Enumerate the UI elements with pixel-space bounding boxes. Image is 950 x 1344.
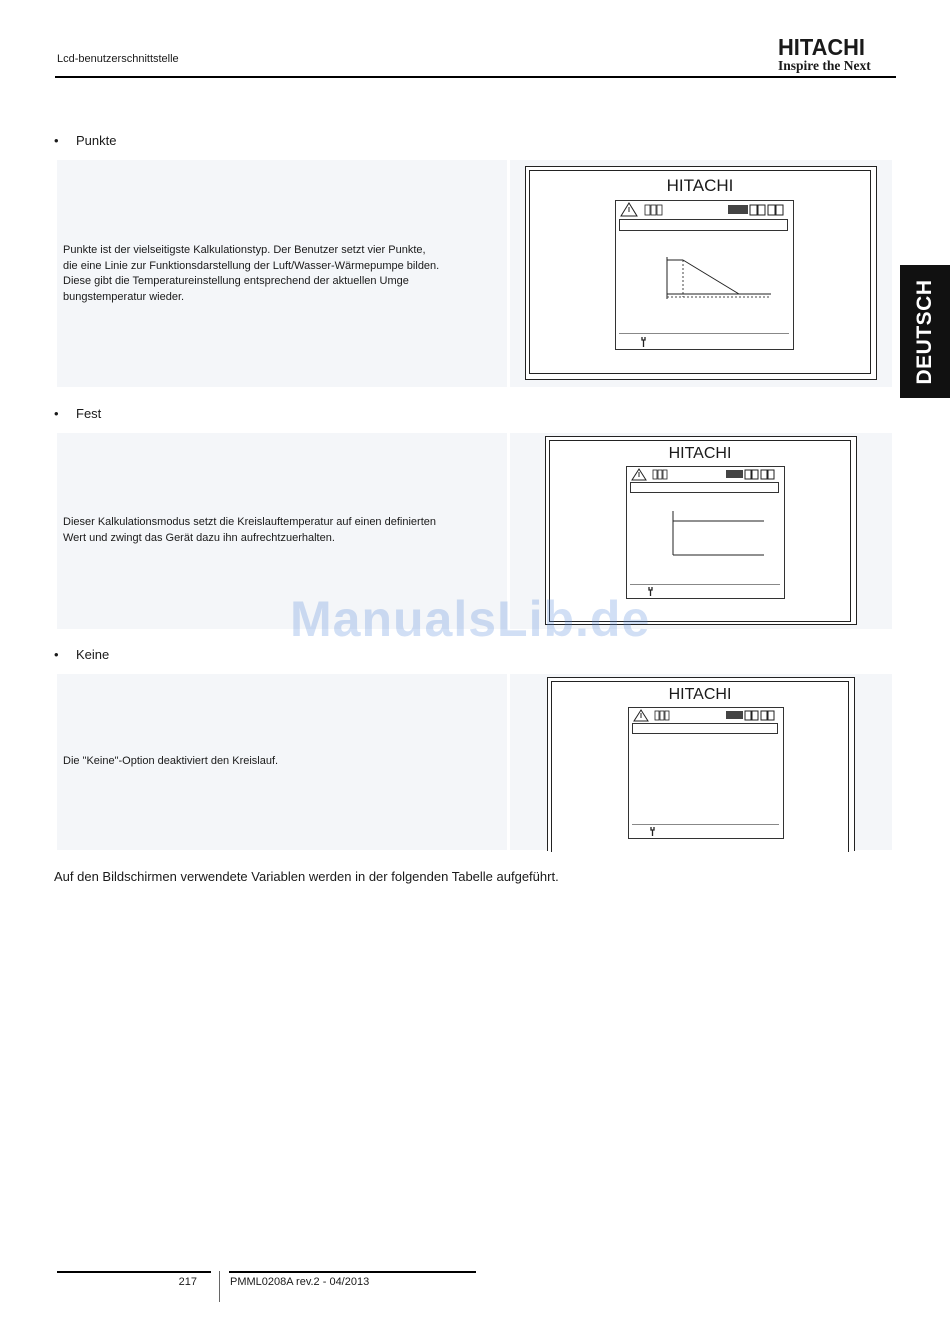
language-tab-label: DEUTSCH xyxy=(913,278,936,385)
illustration-panel xyxy=(510,674,892,850)
controller-outer-frame xyxy=(547,677,855,851)
lcd-input-field xyxy=(630,482,779,493)
description-line: Diese gibt die Temperatureinstellung entsprechend der aktuellen Umge xyxy=(63,275,409,287)
description-line: Die "Keine"-Option deaktiviert den Kreislauf. xyxy=(63,755,279,767)
warning-triangle-icon xyxy=(621,203,637,216)
description-line: Punkte ist der vielseitigste Kalkulationstyp. Der Benutzer setzt vier Punkte, xyxy=(63,244,426,256)
document-reference: PMML0208A rev.2 - 04/2013 xyxy=(230,1276,370,1288)
lcd-divider xyxy=(632,824,779,825)
bullet-icon: • xyxy=(54,406,59,421)
lcd-divider xyxy=(630,584,780,585)
controller-inner-frame xyxy=(551,681,849,852)
page-number: 217 xyxy=(178,1276,197,1288)
description-panel xyxy=(57,674,507,850)
illustration-panel xyxy=(510,160,892,387)
status-bar xyxy=(620,202,790,218)
description-text xyxy=(63,515,436,546)
description-panel xyxy=(57,160,507,387)
lcd-divider xyxy=(619,333,789,334)
section-heading-text: Keine xyxy=(76,647,110,662)
logo-tagline: Inspire the Next xyxy=(778,58,871,73)
description-line: die eine Linie zur Funktionsdarstellung der Luft/Wasser-Wärmepumpe bilden. xyxy=(63,259,440,272)
lcd-screen xyxy=(628,707,784,839)
lcd-screen xyxy=(626,466,785,599)
description-text xyxy=(63,243,439,305)
footer-divider xyxy=(219,1271,220,1302)
warning-triangle-icon xyxy=(632,469,646,480)
status-bar xyxy=(631,468,781,482)
bullet-icon: • xyxy=(54,133,59,148)
wrench-icon xyxy=(640,336,650,348)
warning-triangle-icon xyxy=(634,710,648,721)
header-rule xyxy=(55,76,896,78)
controller-brand: HITACHI xyxy=(668,686,732,703)
fixed-value-graph xyxy=(667,507,767,562)
lcd-input-field xyxy=(619,219,788,231)
bullet-icon: • xyxy=(54,647,59,662)
closing-paragraph: Auf den Bildschirmen verwendete Variablen werden in der folgenden Tabelle aufgeführt. xyxy=(54,869,559,884)
controller-brand: HITACHI xyxy=(666,176,734,195)
description-line: bungstemperatur wieder. xyxy=(63,290,185,303)
controller-brand: HITACHI xyxy=(668,445,732,462)
section-heading-text: Fest xyxy=(76,406,102,421)
description-text xyxy=(63,754,278,770)
language-tab xyxy=(900,265,950,398)
lcd-screen xyxy=(615,200,794,350)
section-heading-text: Punkte xyxy=(76,133,117,148)
logo-brand: HITACHI xyxy=(778,34,865,60)
footer-rule-left xyxy=(57,1271,211,1273)
footer-rule-right xyxy=(229,1271,476,1273)
lcd-input-field xyxy=(632,723,778,734)
wrench-icon xyxy=(649,826,659,837)
description-line: Dieser Kalkulationsmodus setzt die Kreislauftemperatur auf einen definierten xyxy=(63,516,436,528)
controller-outer-frame xyxy=(525,166,877,380)
watermark: ManualsLib.de xyxy=(290,591,651,647)
description-line: Wert und zwingt das Gerät dazu ihn aufrechtzuerhalten. xyxy=(63,531,335,544)
hitachi-logo xyxy=(778,36,892,73)
points-curve-graph xyxy=(661,251,781,306)
header-section-title: Lcd-benutzerschnittstelle xyxy=(57,53,179,65)
status-bar xyxy=(633,709,781,723)
controller-inner-frame xyxy=(529,170,871,374)
